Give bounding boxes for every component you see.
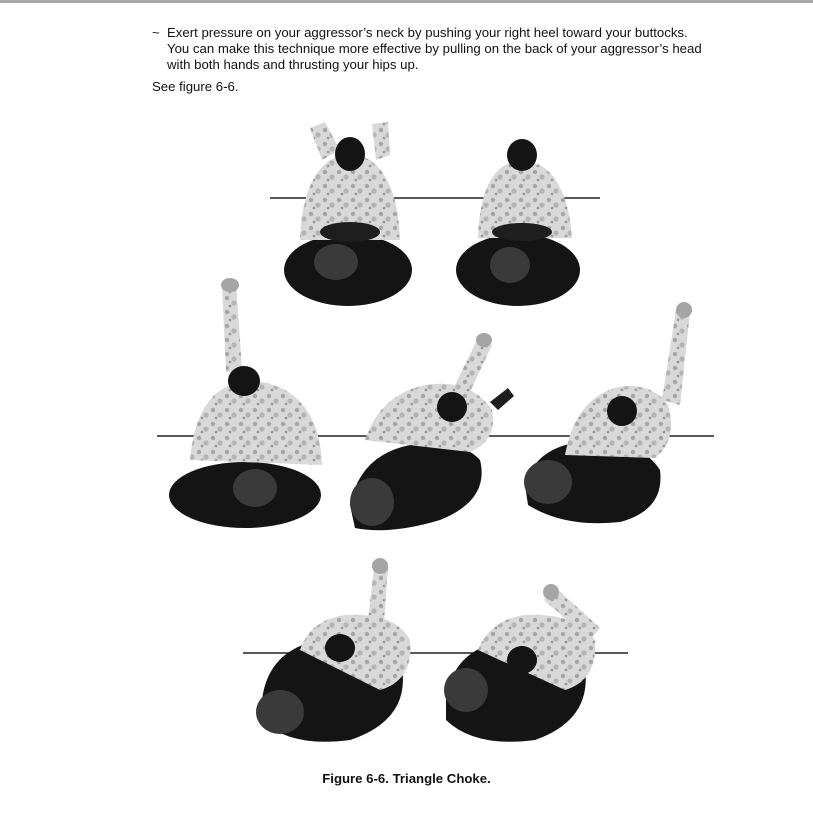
photo-step-3 [157,278,330,528]
bullet-line: with both hands and thrusting your hips up. [167,57,419,72]
figure-caption: Figure 6-6. Triangle Choke. [322,771,491,786]
photo-step-1 [270,122,440,306]
photo-step-2 [440,139,600,306]
bullet-line: Exert pressure on your aggressor’s neck by pushing your right heel toward your buttocks. [167,25,688,40]
photo-step-5 [524,302,714,523]
bullet-marker: ~ [152,25,160,40]
photo-step-7 [430,584,628,742]
photo-step-4 [330,333,530,530]
figure-reference: See figure 6-6. [152,79,239,94]
bullet-line: You can make this technique more effective by pulling on the back of your aggressor’s head [167,41,702,56]
photo-step-6 [243,558,430,742]
